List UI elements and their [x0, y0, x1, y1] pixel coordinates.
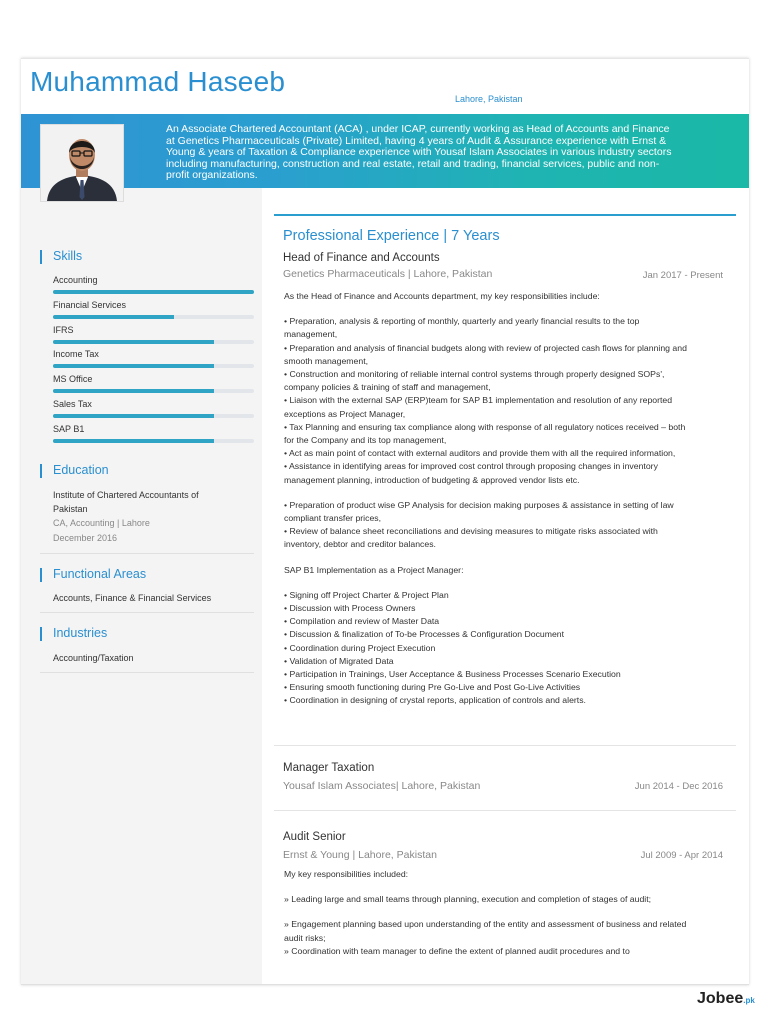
logo-text: Jobee	[697, 990, 744, 1007]
description-line: As the Head of Finance and Accounts department, my key responsibilities include:	[284, 291, 600, 301]
experience-heading: Professional Experience | 7 Years	[283, 228, 500, 244]
line-gap	[284, 577, 694, 589]
skill-level-bar	[53, 290, 254, 294]
line-gap	[284, 881, 694, 893]
functional-accent-bar	[40, 568, 42, 582]
education-detail: CA, Accounting | Lahore	[53, 518, 150, 528]
skill-level-bar	[53, 315, 254, 319]
description-line: • Liaison with the external SAP (ERP)team for SAP B1 implementation and resolution of any reported exceptions as Project Manager,	[284, 395, 673, 419]
description-line: • Tax Planning and ensuring tax compliance along with response of all regulatory notices received – both for the Company and its top management,	[284, 421, 686, 446]
job-company: Yousaf Islam Associates| Lahore, Pakistan	[283, 780, 481, 792]
functional-areas-value: Accounts, Finance & Financial Services	[53, 593, 212, 603]
skills-heading: Skills	[53, 249, 83, 263]
job-description	[284, 868, 694, 958]
description-line: • Act as main point of contact with external auditors and provide them with all the required information,	[284, 448, 676, 459]
skill-label: Income Tax	[53, 349, 99, 360]
job-description	[284, 290, 694, 708]
jobee-logo[interactable]	[697, 990, 755, 1008]
skill-label: Financial Services	[53, 299, 127, 310]
job-title: Audit Senior	[283, 831, 346, 843]
description-line: • Preparation and analysis of financial budgets along with review of projected cash flows for planning and smooth management,	[284, 342, 687, 366]
description-line: • Validation of Migrated Data	[284, 655, 394, 666]
skill-level-fill	[53, 315, 174, 319]
industries-value: Accounting/Taxation	[53, 653, 134, 663]
skill-level-bar	[53, 414, 254, 418]
description-line: • Review of balance sheet reconciliations and devising measures to mitigate risks associated with inventory, debtor and creditor balances.	[284, 526, 658, 550]
skill-level-bar	[53, 389, 254, 393]
industries-heading: Industries	[53, 626, 108, 640]
industries-divider	[40, 672, 254, 673]
description-line: • Discussion with Process Owners	[284, 603, 416, 614]
line-gap	[284, 552, 694, 564]
job-title: Head of Finance and Accounts	[283, 252, 440, 264]
profile-photo	[40, 124, 124, 202]
description-line: • Ensuring smooth functioning during Pre Go-Live and Post Go-Live Activities	[284, 682, 581, 693]
description-line: • Assistance in identifying areas for improved cost control through proposing changes in inventory management planning, introduction of budgeting & approved vendor lists etc.	[284, 461, 658, 485]
education-institute: Institute of Chartered Accountants of Pakistan	[53, 490, 199, 514]
skill-level-bar	[53, 439, 254, 443]
description-line: • Participation in Trainings, User Acceptance & Business Processes Scenario Execution	[284, 669, 621, 680]
skills-accent-bar	[40, 250, 42, 264]
description-line: • Preparation of product wise GP Analysis for decision making purposes & assistance in setting of law compliant transfer prices,	[284, 499, 674, 524]
candidate-name: Muhammad Haseeb	[30, 66, 286, 97]
job-dates: Jun 2014 - Dec 2016	[634, 781, 723, 792]
education-accent-bar	[40, 464, 42, 478]
description-line: » Leading large and small teams through planning, execution and completion of stages of audit;	[284, 894, 652, 905]
functional-divider	[40, 612, 254, 613]
profile-summary: An Associate Chartered Accountant (ACA) , under ICAP, currently working as Head of Accounts and Finance at Genetics Pharmaceuticals (Private) Limited, having 4 years of Audit & Assurance experience with Ernst & Young & years of Taxation & Compliance experience with Yousaf Islam Associates in various industry sectors including manufacturing, construction and real estate, retail and trading, financial services, public and non-profit organizations.	[166, 123, 672, 182]
line-gap	[284, 303, 694, 315]
skill-label: IFRS	[53, 324, 74, 335]
job-title: Manager Taxation	[283, 762, 375, 774]
description-line: • Discussion & finalization of To-be Processes & Configuration Document	[284, 629, 565, 640]
education-heading: Education	[53, 463, 109, 477]
job-divider	[274, 745, 736, 746]
skill-level-fill	[53, 414, 214, 418]
line-gap	[284, 487, 694, 499]
description-line: • Signing off Project Charter & Project Plan	[284, 589, 449, 600]
job-company: Genetics Pharmaceuticals | Lahore, Pakistan	[283, 268, 493, 280]
description-line: • Preparation, analysis & reporting of monthly, quarterly and yearly financial results to the top management,	[284, 316, 640, 340]
education-divider	[40, 553, 254, 554]
description-line: My key responsibilities included:	[284, 869, 409, 879]
description-line: » Coordination with team manager to define the extent of planned audit procedures and to	[284, 945, 630, 956]
job-dates: Jul 2009 - Apr 2014	[640, 850, 723, 861]
skill-level-fill	[53, 439, 214, 443]
skill-level-fill	[53, 389, 214, 393]
education-date: December 2016	[53, 533, 118, 543]
skill-level-fill	[53, 340, 214, 344]
job-company: Ernst & Young | Lahore, Pakistan	[283, 849, 437, 861]
description-line: SAP B1 Implementation as a Project Manager:	[284, 564, 464, 575]
skill-label: SAP B1	[53, 423, 85, 434]
skill-level-bar	[53, 364, 254, 368]
logo-suffix: .pk	[743, 996, 755, 1005]
description-line: • Coordination during Project Execution	[284, 642, 436, 653]
description-line: • Construction and monitoring of reliable internal control systems through properly designed SOPs', company policies & training of staff and management,	[284, 369, 665, 393]
functional-areas-heading: Functional Areas	[53, 567, 147, 581]
skill-label: MS Office	[53, 374, 93, 385]
section-divider	[274, 214, 736, 216]
job-divider	[274, 810, 736, 811]
description-line: » Engagement planning based upon understanding of the entity and assessment of business and related	[284, 919, 687, 930]
skill-level-fill	[53, 290, 254, 294]
skill-level-fill	[53, 364, 214, 368]
description-line: • Compilation and review of Master Data	[284, 616, 440, 627]
description-line: audit risks;	[284, 932, 326, 943]
industries-accent-bar	[40, 627, 42, 641]
candidate-location: Lahore, Pakistan	[455, 94, 523, 104]
line-gap	[284, 906, 694, 918]
job-dates: Jan 2017 - Present	[642, 270, 723, 281]
footer-divider	[21, 984, 749, 985]
skill-label: Accounting	[53, 275, 98, 285]
skill-level-bar	[53, 340, 254, 344]
skill-label: Sales Tax	[53, 399, 92, 409]
description-line: • Coordination in designing of crystal reports, application of controls and alerts.	[284, 695, 586, 706]
